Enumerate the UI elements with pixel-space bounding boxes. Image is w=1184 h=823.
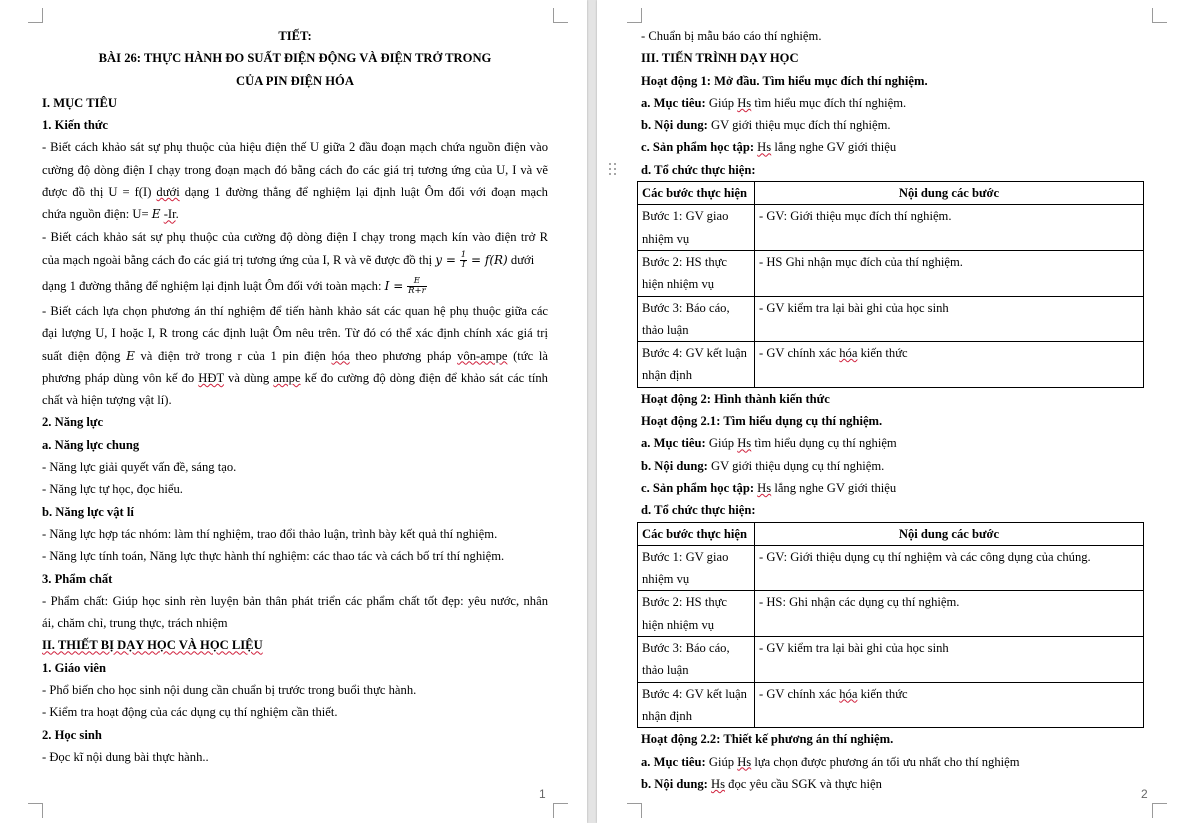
content-cell: - GV: Giới thiệu mục đích thí nghiệm.: [755, 205, 1144, 251]
activity-title: Hoạt động 1: Mở đầu. Tìm hiểu mục đích thí nghiệm.: [641, 73, 928, 88]
table-row: [638, 591, 1144, 637]
equation: y = $\frac{1}{I}$ = f(R): [435, 249, 508, 270]
step-cell: Bước 3: Báo cáo, thảo luận: [638, 637, 755, 683]
subsection-heading: 1. Kiến thức: [42, 118, 108, 133]
spell-flag: HĐT: [198, 370, 224, 385]
table-row: [638, 205, 1144, 251]
paragraph-line: - Biết cách khảo sát sự phụ thuộc của cường độ dòng điện I chạy trong mạch kín vào điện trở R: [42, 229, 548, 244]
list-item: - Đọc kĩ nội dung bài thực hành..: [42, 749, 209, 764]
organization-label: d. Tổ chức thực hiện:: [641, 162, 756, 177]
document-page-2: [597, 0, 1184, 823]
equation: I = $\frac{E}{R+r}$: [384, 275, 426, 296]
lesson-title: BÀI 26: THỰC HÀNH ĐO SUẤT ĐIỆN ĐỘNG VÀ ĐIỆN TRỞ TRONG: [98, 51, 492, 66]
subsection-heading: 2. Năng lực: [42, 415, 104, 430]
section-heading: I. MỤC TIÊU: [42, 95, 117, 110]
content-cell: - GV chính xác hóa kiến thức: [755, 342, 1144, 388]
product-line: c. Sản phẩm học tập: Hs lắng nghe GV giới thiệu: [641, 480, 897, 495]
document-page-1: [0, 0, 587, 823]
organization-label: d. Tổ chức thực hiện:: [641, 503, 756, 518]
spell-flag: -Ir: [163, 207, 176, 222]
spell-flag: vôn-ampe: [457, 348, 508, 363]
margin-corner-mark: [1152, 803, 1167, 818]
emf-symbol: E: [151, 207, 161, 222]
lesson-title-cont: CỦA PIN ĐIỆN HÓA: [236, 73, 354, 88]
content-line: b. Nội dung: Hs đọc yêu cầu SGK và thực hiện: [641, 776, 882, 791]
paragraph-line: - Phẩm chất: Giúp học sinh rèn luyện bản thân phát triển các phẩm chất tốt đẹp: yêu nước, nhân: [42, 593, 548, 608]
list-item: - Kiểm tra hoạt động của các dụng cụ thí nghiệm cần thiết.: [42, 705, 338, 720]
list-item: - Năng lực hợp tác nhóm: làm thí nghiệm, trao đổi thảo luận, trình bày kết quả thí nghiệm.: [42, 526, 498, 541]
objective-line: a. Mục tiêu: Giúp Hs lựa chọn được phương án tối ưu nhất cho thí nghiệm: [641, 754, 1020, 769]
subsection-heading: 2. Học sinh: [42, 727, 102, 742]
step-cell: Bước 1: GV giao nhiệm vụ: [638, 545, 755, 591]
steps-table-activity-2-1: [637, 522, 1144, 729]
paragraph-line: phương pháp dùng vôn kế đo HĐT và dùng ampe kế đo cường độ dòng điện để khảo sát các tính: [42, 370, 548, 385]
paragraph-line: cường độ dòng điện I chạy trong đoạn mạch đó bằng cách đo các giá trị tương ứng của U, I và vẽ: [42, 162, 548, 177]
page-number: 1: [539, 787, 546, 801]
activity-title: Hoạt động 2: Hình thành kiến thức: [641, 391, 830, 406]
step-cell: Bước 4: GV kết luận nhận định: [638, 682, 755, 728]
table-row: [638, 342, 1144, 388]
list-item: - Phổ biến cho học sinh nội dung cần chuẩn bị trước trong buổi thực hành.: [42, 683, 417, 698]
product-line: c. Sản phẩm học tập: Hs lắng nghe GV giới thiệu: [641, 140, 897, 155]
margin-corner-mark: [627, 803, 642, 818]
subsection-heading: b. Năng lực vật lí: [42, 504, 134, 519]
list-item: - Chuẩn bị mẫu báo cáo thí nghiệm.: [641, 29, 822, 43]
paragraph-line: dạng 1 đường thẳng để nghiệm lại định luật Ôm đối với toàn mạch: I = $\frac{E}{R+r}$: [42, 275, 426, 296]
paragraph-line: ái, chăm chỉ, trung thực, trách nhiệm: [42, 616, 228, 631]
table-row: [638, 296, 1144, 342]
paragraph-line: của mạch ngoài bằng cách đo các giá trị tương ứng của I, R và vẽ được đồ thị y = $\frac{1}{I}$ = f(R) dưới: [42, 249, 535, 270]
spell-flag: hóa: [331, 348, 350, 363]
spell-flag: dưới: [156, 185, 180, 200]
step-cell: Bước 3: Báo cáo, thảo luận: [638, 296, 755, 342]
step-cell: Bước 4: GV kết luận nhận định: [638, 342, 755, 388]
steps-table-activity-1: [637, 181, 1144, 388]
content-cell: - GV kiểm tra lại bài ghi của học sinh: [755, 637, 1144, 683]
table-header-cell: Các bước thực hiện: [638, 522, 755, 545]
section-heading: III. TIẾN TRÌNH DẠY HỌC: [641, 51, 799, 66]
content-cell: - HS: Ghi nhận các dụng cụ thí nghiệm.: [755, 591, 1144, 637]
margin-corner-mark: [1152, 8, 1167, 23]
paragraph-line: đại lượng U, I hoặc I, R trong các định luật Ôm nêu trên. Từ đó có thể xác định chính xác giá trị: [42, 326, 548, 341]
activity-title: Hoạt động 2.1: Tìm hiểu dụng cụ thí nghiệm.: [641, 414, 883, 429]
step-cell: Bước 1: GV giao nhiệm vụ: [638, 205, 755, 251]
margin-corner-mark: [553, 803, 568, 818]
step-cell: Bước 2: HS thực hiện nhiệm vụ: [638, 250, 755, 296]
paragraph-line: được đồ thị U = f(I) dưới dạng 1 đường thẳng để nghiệm lại định luật Ôm đối với đoạn mạch: [42, 185, 548, 200]
list-item: - Năng lực tính toán, Năng lực thực hành thí nghiệm: các thao tác và cách bố trí thí nghiệm.: [42, 549, 505, 564]
page-number: 2: [1141, 787, 1148, 801]
paragraph-line: - Biết cách khảo sát sự phụ thuộc của hiệu điện thế U giữa 2 đầu đoạn mạch chứa nguồn điện vào: [42, 140, 548, 155]
paragraph-line: chứa nguồn điện: U= E -Ir.: [42, 207, 179, 222]
table-move-handle-icon[interactable]: [609, 163, 619, 179]
page-2-body[interactable]: [641, 25, 1147, 795]
margin-corner-mark: [553, 8, 568, 23]
page-1-body[interactable]: [42, 25, 548, 768]
objective-line: a. Mục tiêu: Giúp Hs tìm hiểu mục đích thí nghiệm.: [641, 95, 907, 110]
content-cell: - GV: Giới thiệu dụng cụ thí nghiệm và các công dụng của chúng.: [755, 545, 1144, 591]
table-header-cell: Các bước thực hiện: [638, 182, 755, 205]
list-item: - Năng lực giải quyết vấn đề, sáng tạo.: [42, 460, 237, 475]
margin-corner-mark: [627, 8, 642, 23]
table-header-cell: Nội dung các bước: [755, 182, 1144, 205]
table-row: [638, 682, 1144, 728]
activity-title: Hoạt động 2.2: Thiết kế phương án thí nghiệm.: [641, 732, 894, 747]
lesson-label: TIẾT:: [278, 29, 312, 43]
step-cell: Bước 2: HS thực hiện nhiệm vụ: [638, 591, 755, 637]
content-cell: - HS Ghi nhận mục đích của thí nghiệm.: [755, 250, 1144, 296]
table-header-row: [638, 522, 1144, 545]
paragraph-line: chất và hiện tượng vật lí).: [42, 393, 172, 408]
content-cell: - GV kiểm tra lại bài ghi của học sinh: [755, 296, 1144, 342]
content-line: b. Nội dung: GV giới thiệu dụng cụ thí nghiệm.: [641, 458, 885, 473]
margin-corner-mark: [28, 8, 43, 23]
margin-corner-mark: [28, 803, 43, 818]
table-header-row: [638, 182, 1144, 205]
objective-line: a. Mục tiêu: Giúp Hs tìm hiểu dụng cụ thí nghiệm: [641, 436, 897, 451]
section-heading: II. THIẾT BỊ DẠY HỌC VÀ HỌC LIỆU: [42, 638, 263, 653]
table-row: [638, 637, 1144, 683]
table-row: [638, 545, 1144, 591]
subsection-heading: 3. Phẩm chất: [42, 571, 113, 586]
spell-flag: ampe: [273, 370, 301, 385]
table-header-cell: Nội dung các bước: [755, 522, 1144, 545]
paragraph-line: - Biết cách lựa chọn phương án thí nghiệm để tiến hành khảo sát các quan hệ phụ thuộc giữa các: [42, 303, 548, 318]
table-row: [638, 250, 1144, 296]
content-cell: - GV chính xác hóa kiến thức: [755, 682, 1144, 728]
content-line: b. Nội dung: GV giới thiệu mục đích thí nghiệm.: [641, 118, 891, 133]
subsection-heading: 1. Giáo viên: [42, 660, 107, 675]
subsection-heading: a. Năng lực chung: [42, 437, 140, 452]
list-item: - Năng lực tự học, đọc hiểu.: [42, 482, 183, 497]
paragraph-line: suất điện động E và điện trở trong r của 1 pin điện hóa theo phương pháp vôn-ampe (tức là: [42, 348, 548, 363]
